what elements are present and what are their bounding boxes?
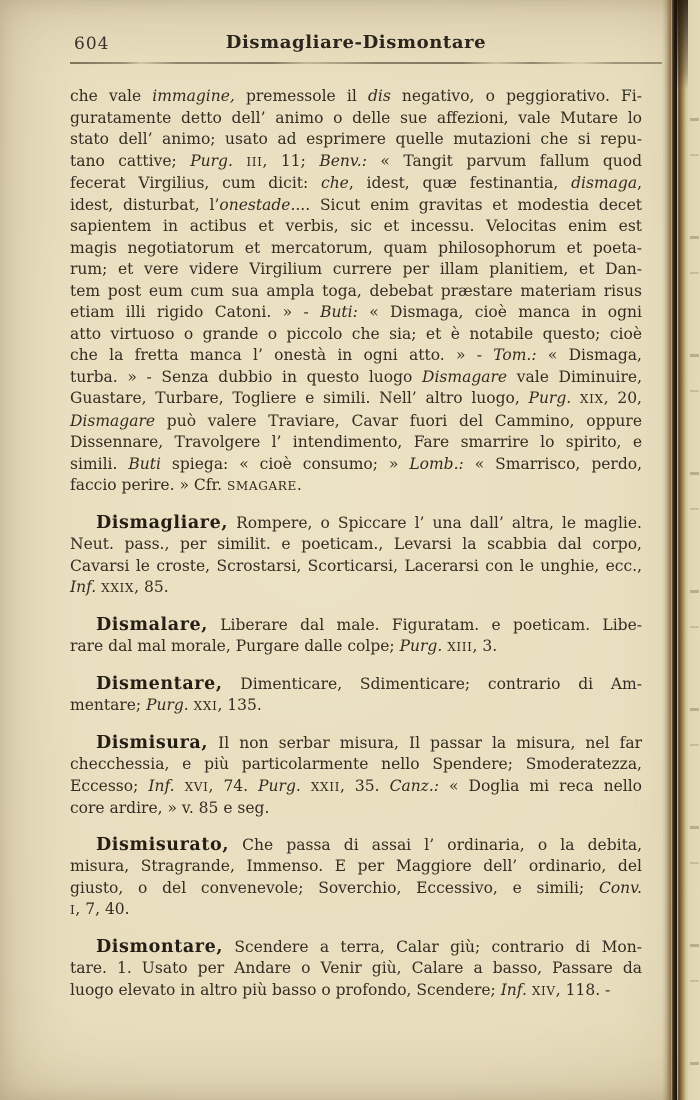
header-rule — [70, 62, 662, 65]
text-line: I, 7, 40. — [70, 900, 130, 918]
text-line: fecerat Virgilius, cum dicit: che, idest, quæ festinantia, dismaga, — [70, 174, 642, 192]
text-line: simili. Buti spiega: « cioè consumo; » Lomb.: « Smarrisco, perdo, — [70, 454, 643, 473]
text-line: tem post eum cum sua ampla toga, debebat præstare materiam risus — [70, 281, 642, 300]
text-line: Dismontare, Scendere a terra, Calar giù; contrario di Mon- — [96, 936, 642, 957]
book-page-edge-cap — [674, 0, 688, 90]
text-line: idest, disturbat, l’onestade.... Sicut enim gravitas et modestia decet — [70, 195, 642, 214]
paragraph — [70, 733, 642, 820]
text-line: Dismagare può valere Traviare, Cavar fuori del Cammino, oppure — [70, 411, 642, 430]
text-body — [70, 86, 642, 1017]
paragraph — [70, 86, 642, 498]
page-number: 604 — [74, 34, 110, 54]
text-line: giusto, o del convenevole; Soverchio, Eccessivo, e simili; Conv. — [70, 878, 642, 897]
text-line: guratamente detto dell’ animo o delle sue affezioni, vale Mutare lo — [70, 108, 642, 127]
paragraph — [70, 937, 642, 1003]
text-line: Dissennare, Travolgere l’ intendimento, Fare smarrire lo spirito, e — [70, 433, 642, 451]
text-line: rum; et vere videre Virgilium currere per illam planitiem, et Dan- — [70, 260, 642, 278]
text-line: core ardire, » v. 85 e seg. — [70, 799, 270, 817]
text-line: atto virtuoso o grande o piccolo che sia; et è notabile questo; cioè — [70, 324, 642, 343]
text-line: Dismalare, Liberare dal male. Figuratam. e poeticam. Libe- — [96, 614, 642, 635]
text-line: Neut. pass., per similit. e poeticam., Levarsi la scabbia dal corpo, — [70, 535, 642, 553]
paragraph — [70, 513, 642, 600]
text-line: luogo elevato in altro più basso o profondo, Scendere; Inf. XIV, 118. - — [70, 980, 611, 999]
text-line: che vale immagine, premessole il dis negativo, o peggiorativo. Fi- — [70, 87, 642, 105]
text-line: Inf. XXIX, 85. — [70, 578, 169, 596]
text-line: Eccesso; Inf. XVI, 74. Purg. XXII, 35. Canz.: « Doglia mi reca nello — [70, 776, 642, 795]
text-line: Dismisurato, Che passa di assai l’ ordinaria, o la debita, — [96, 834, 642, 855]
paragraph — [70, 615, 642, 659]
text-line: che la fretta manca l’ onestà in ogni atto. » - Tom.: « Dismaga, — [70, 346, 642, 364]
text-line: rare dal mal morale, Purgare dalle colpe; Purg. XIII, 3. — [70, 637, 498, 655]
page-edge-marks — [690, 80, 699, 1080]
text-line: misura, Stragrande, Immenso. E per Maggiore dell’ ordinario, del — [70, 857, 642, 875]
text-line: Dismagliare, Rompere, o Spiccare l’ una dall’ altra, le maglie. — [96, 512, 642, 533]
text-line: sapientem in actibus et verbis, sic et incessu. Velocitas enim est — [70, 217, 642, 235]
text-line: stato dell’ animo; usato ad esprimere quelle mutazioni che si repu- — [70, 130, 642, 148]
text-line: mentare; Purg. XXI, 135. — [70, 696, 262, 714]
text-line: Cavarsi le croste, Scrostarsi, Scorticarsi, Lacerarsi con le unghie, ecc., — [70, 556, 642, 575]
paragraph — [70, 835, 642, 922]
text-line: etiam illi rigido Catoni. » - Buti: « Dismaga, cioè manca in ogni — [70, 303, 642, 321]
text-line: tare. 1. Usato per Andare o Venir giù, Calare a basso, Passare da — [70, 959, 642, 977]
text-line: Dismentare, Dimenticare, Sdimenticare; contrario di Am- — [96, 673, 642, 694]
text-line: tano cattive; Purg. III, 11; Benv.: « Tangit parvum fallum quod — [70, 151, 642, 170]
text-line: Guastare, Turbare, Togliere e simili. Nell’ altro luogo, Purg. XIX, 20, — [70, 389, 642, 407]
text-line: faccio perire. » Cfr. SMAGARE. — [70, 476, 302, 494]
running-title: Dismagliare-Dismontare — [225, 32, 487, 53]
text-line: turba. » - Senza dubbio in questo luogo Dismagare vale Diminuire, — [70, 367, 643, 386]
text-line: Dismisura, Il non serbar misura, Il passar la misura, nel far — [96, 732, 642, 753]
paragraph — [70, 674, 642, 718]
text-line: magis negotiatorum et mercatorum, quam philosophorum et poeta- — [70, 238, 642, 257]
text-line: checchessia, e più particolarmente nello Spendere; Smoderatezza, — [70, 755, 642, 773]
